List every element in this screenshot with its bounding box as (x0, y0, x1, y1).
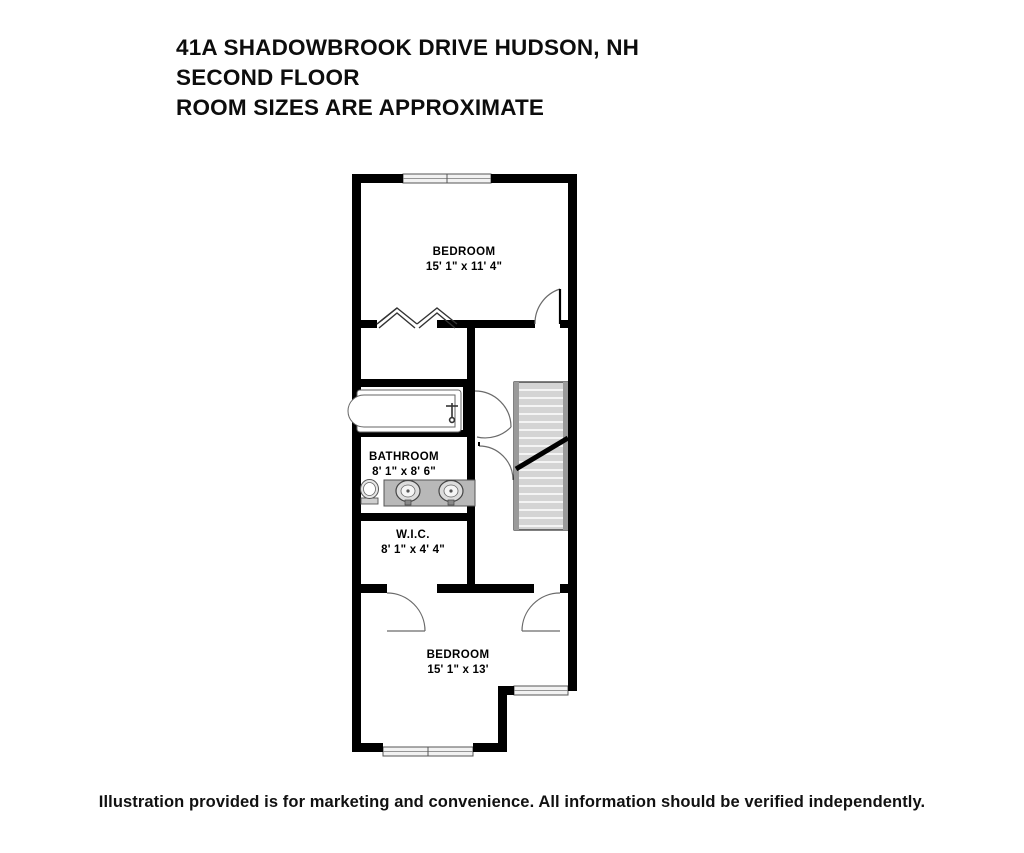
room-name-wic: W.I.C. (396, 529, 430, 541)
room-name-bathroom: BATHROOM (368, 451, 440, 463)
room-name-bedroom-bottom: BEDROOM (426, 649, 490, 661)
room-label-bedroom-bottom (427, 649, 490, 676)
page-title-block (176, 33, 936, 123)
room-label-bathroom (369, 451, 439, 478)
room-name-bedroom-top: BEDROOM (432, 246, 496, 258)
footer-disclaimer-text: Illustration provided is for marketing and convenience. All information should be verified independently. (98, 793, 926, 811)
room-dims-bathroom: 8' 1" x 8' 6" (372, 466, 436, 478)
door-wic (387, 593, 425, 631)
window-bottom-bedroom-notch (514, 686, 568, 695)
footer-disclaimer-block (0, 793, 1024, 812)
room-label-bedroom-top (426, 246, 502, 273)
floor-plan-drawing (0, 150, 1024, 780)
room-label-wic (381, 529, 445, 556)
window-bottom-bedroom-south (383, 747, 473, 756)
bathtub (348, 390, 461, 432)
room-dims-wic: 8' 1" x 4' 4" (381, 544, 445, 556)
door-bathroom-hall (475, 391, 511, 438)
door-bedroom-bottom (522, 593, 560, 631)
room-dims-bedroom-top: 15' 1" x 11' 4" (425, 261, 503, 273)
window-top-bedroom-north (403, 174, 491, 183)
room-dims-bedroom-bottom: 15' 1" x 13' (427, 664, 489, 676)
vanity-double-sink (384, 480, 475, 506)
page-title-address: 41A SHADOWBROOK DRIVE HUDSON, NH (176, 35, 640, 60)
door-bathroom-inner (479, 442, 513, 480)
door-bedroom-top (535, 289, 560, 324)
staircase (514, 382, 568, 530)
closet-bifold-doors (377, 308, 417, 328)
toilet (361, 480, 379, 505)
page-title-floor: SECOND FLOOR (176, 65, 360, 90)
floor-plan-svg (0, 150, 1024, 780)
page-title-note: ROOM SIZES ARE APPROXIMATE (176, 95, 545, 120)
